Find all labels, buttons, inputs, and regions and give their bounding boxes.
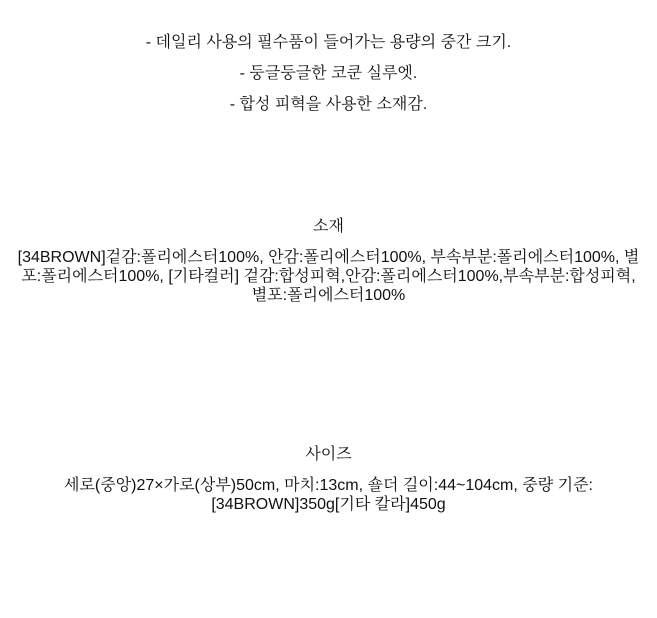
feature-item-capacity: - 데일리 사용의 필수품이 들어가는 용량의 중간 크기. — [145, 34, 512, 51]
material-section — [0, 217, 657, 305]
feature-item-material-feel: - 합성 피혁을 사용한 소재감. — [229, 96, 428, 113]
feature-list — [0, 0, 657, 114]
size-spec-text: 세로(중앙)27×가로(상부)50cm, 마치:13cm, 숄더 길이:44~104cm, 중량 기준: [34BROWN]350g[기타 칼라]450g — [64, 477, 593, 513]
material-composition-text: [34BROWN]겉감:폴리에스터100%, 안감:폴리에스터100%, 부속부분:폴리에스터100%, 별포:폴리에스터100%, [기타컬러] 겉감:합성피혁,안감:폴리에스터100%,부속부분:합성피혁,별포:폴리에스터100% — [17, 249, 640, 304]
size-heading: 사이즈 — [305, 446, 352, 463]
material-heading: 소재 — [313, 218, 344, 235]
feature-item-silhouette: - 둥글둥글한 코쿤 실루엣. — [239, 65, 418, 82]
size-section — [0, 445, 657, 514]
